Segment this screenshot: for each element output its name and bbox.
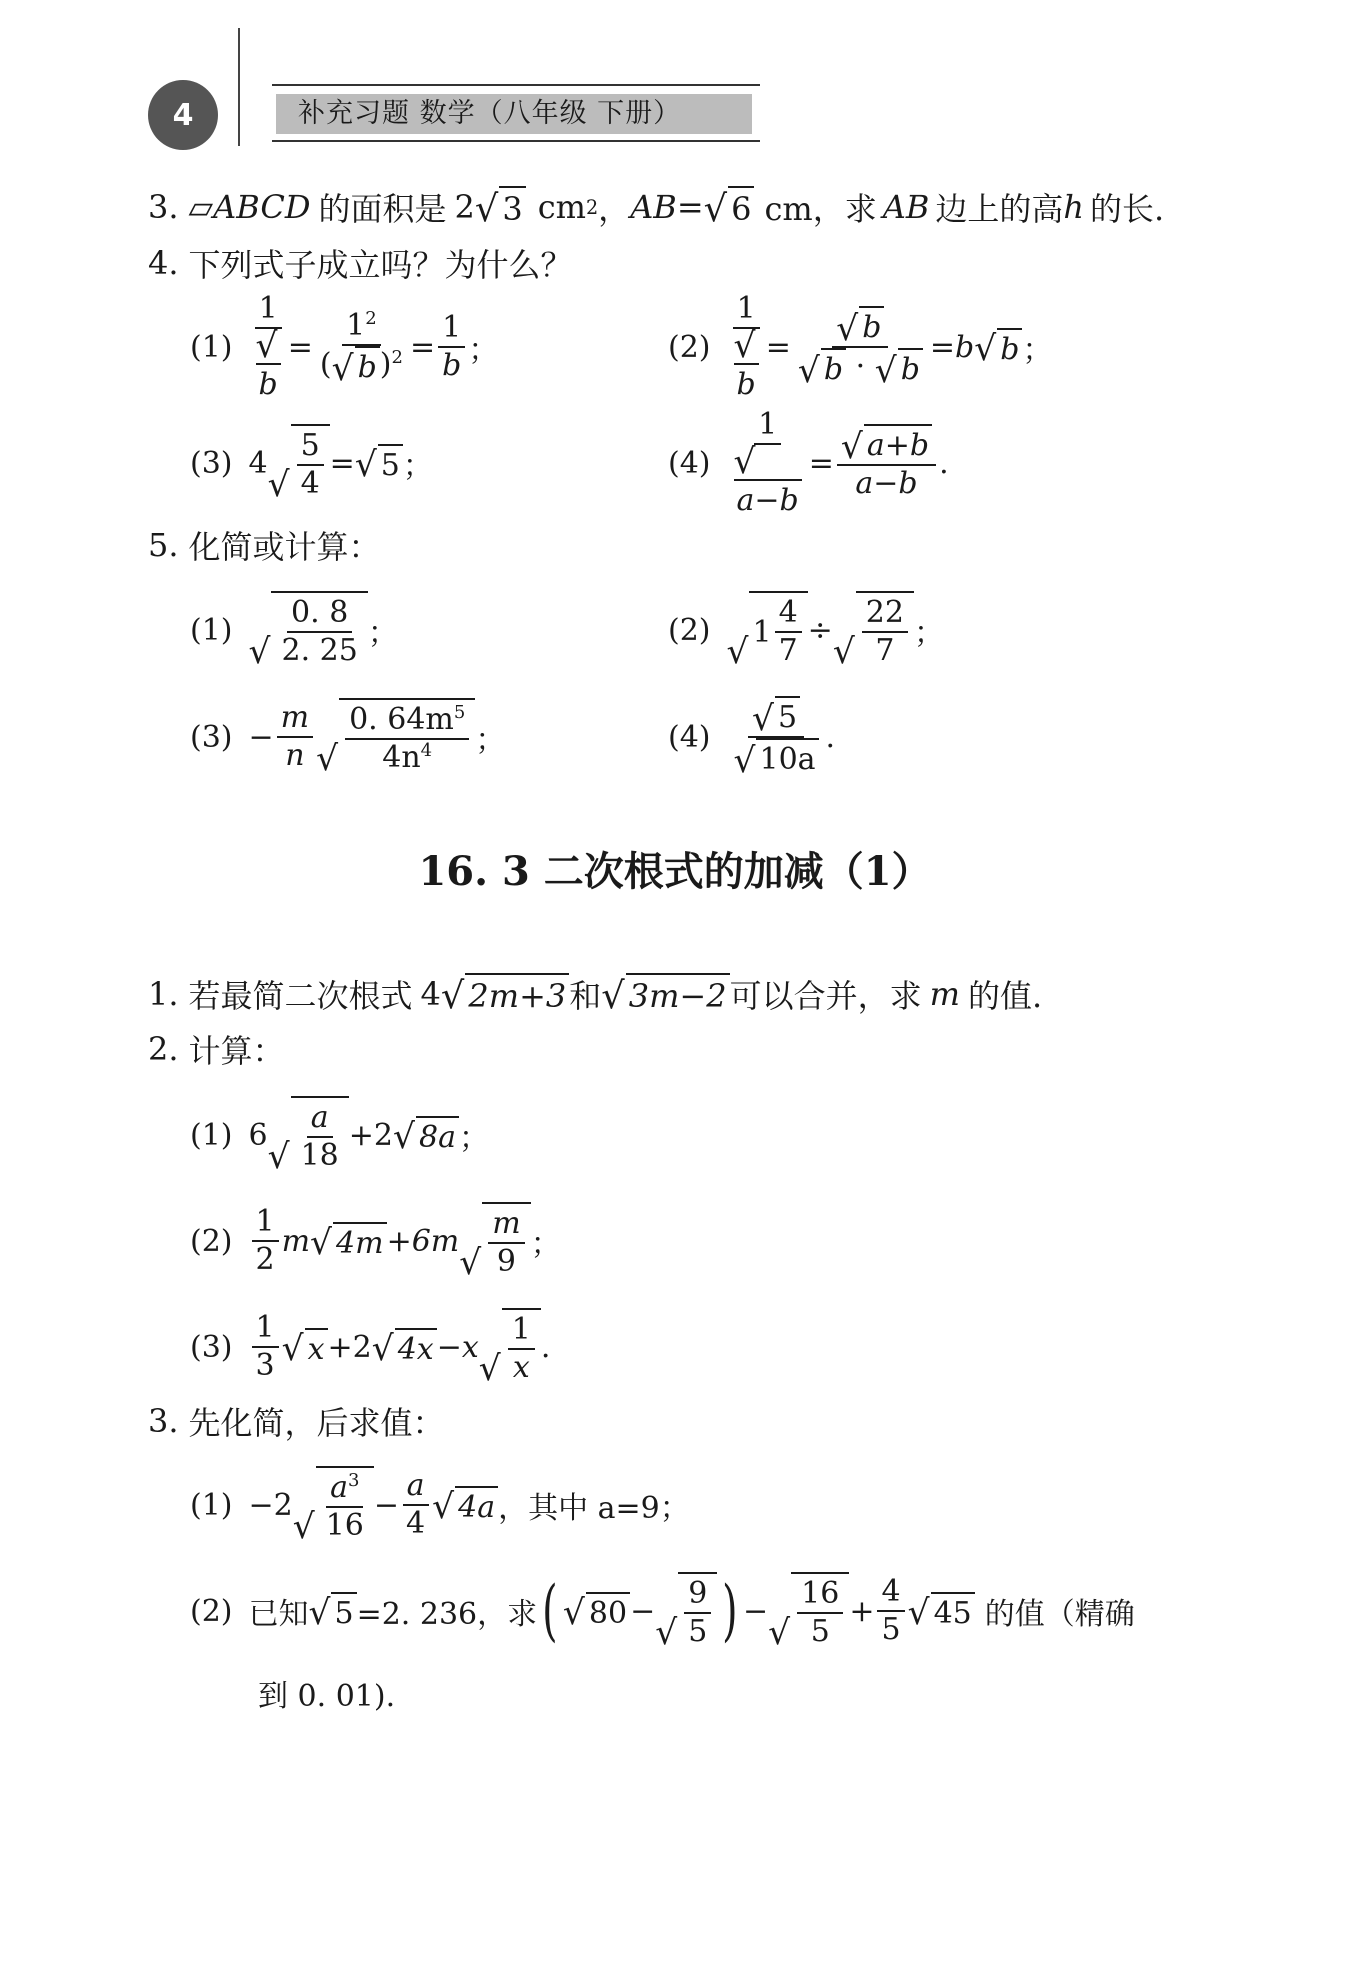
sqrt: √ b	[974, 328, 1022, 367]
punctuation: .	[540, 1329, 551, 1365]
text: 的值（精确	[984, 1597, 1135, 1632]
punctuation: .	[939, 445, 949, 481]
numerator: a	[330, 1470, 349, 1505]
question-4	[148, 236, 573, 290]
radicand: 4m	[333, 1222, 387, 1261]
denominator: a−b	[855, 466, 918, 501]
radicand: 3	[499, 186, 525, 228]
part-label: (3)	[190, 1329, 233, 1365]
fraction	[508, 1312, 535, 1386]
variable: h	[1063, 188, 1084, 226]
sqrt: √ $\frac{m}{9}$	[459, 1202, 530, 1280]
fraction	[862, 595, 908, 669]
q4-part-3	[190, 418, 433, 508]
radicand: 4a	[455, 1486, 498, 1525]
numerator: 1	[438, 310, 465, 348]
sqrt: √ 8a	[393, 1116, 459, 1155]
radicand: 4x	[395, 1328, 437, 1367]
sqrt: √ 4a	[432, 1486, 498, 1525]
sqrt: √ 80	[563, 1592, 630, 1631]
sqrt: √ $\frac{a}{18}$	[268, 1096, 349, 1174]
s2-q2-part-1	[190, 1090, 489, 1180]
sqrt: √ b	[252, 329, 285, 404]
dot-operator: ·	[855, 349, 866, 384]
sqrt: √ $\frac{5}{4}$	[268, 424, 330, 502]
fraction	[488, 1206, 524, 1280]
sqrt: √ 5	[355, 444, 403, 483]
text: ，	[598, 190, 631, 228]
parallelogram-label: ▱ABCD	[188, 188, 311, 226]
part-label: (2)	[668, 329, 711, 365]
question-number: 1.	[148, 975, 179, 1013]
section-title: 16. 3 二次根式的加减（1）	[418, 848, 932, 895]
radicand: 10a	[756, 738, 818, 778]
punctuation: .	[825, 719, 836, 755]
q5-part-3	[190, 692, 505, 782]
fraction	[252, 291, 285, 404]
sqrt: √ 3	[475, 186, 526, 228]
punctuation: ；	[367, 616, 398, 651]
sqrt: √ 2m+3	[441, 973, 569, 1015]
expression: +2	[348, 1117, 393, 1153]
text: 的长.	[1089, 190, 1165, 228]
denominator: 9	[496, 1244, 516, 1279]
radicand: 5	[775, 696, 800, 736]
part-label: (2)	[190, 1593, 233, 1629]
radicand: 5	[378, 444, 403, 483]
radicand: 2m+3	[465, 973, 569, 1015]
page-number-badge: 4	[148, 80, 218, 150]
sqrt: √ $\frac{9}{5}$	[655, 1572, 717, 1650]
numerator: 1	[508, 1312, 535, 1350]
question-number: 3.	[148, 1402, 179, 1440]
numerator: 1	[255, 291, 282, 329]
sqrt: √ $\frac{22}{7}$	[833, 591, 914, 669]
equals: =	[329, 445, 355, 481]
radicand: b	[256, 363, 281, 403]
fraction	[277, 700, 313, 774]
minus-sign: −	[743, 1593, 769, 1629]
expression: =b	[929, 329, 975, 365]
radicand: 3m−2	[626, 973, 730, 1015]
header-bottom-rule	[272, 140, 760, 142]
sqrt: √ 4x	[372, 1328, 437, 1367]
sqrt: √ a−b	[730, 445, 806, 520]
question-number: 5.	[148, 526, 179, 564]
denominator: 5	[688, 1614, 708, 1649]
denominator: 2. 25	[281, 633, 358, 668]
sqrt: √ $\frac{0. 64m^5}{4n^4}$	[316, 698, 475, 776]
denominator: 7	[778, 633, 798, 668]
numerator: 1	[252, 1310, 279, 1348]
fraction	[730, 407, 806, 520]
numerator: 0. 64m	[349, 702, 454, 737]
s2-q3-part-1	[190, 1460, 690, 1550]
numerator: 1	[252, 1204, 279, 1242]
divide-operator: ÷	[807, 612, 833, 648]
radicand: 6	[728, 186, 754, 228]
punctuation: ；	[458, 1121, 489, 1156]
fraction	[797, 1576, 843, 1650]
fraction	[297, 1100, 343, 1174]
numerator: 4	[775, 595, 802, 633]
sqrt: √ a+b	[841, 424, 932, 464]
numerator: 16	[797, 1576, 843, 1614]
header-top-rule	[272, 84, 760, 86]
numerator: 5	[297, 428, 324, 466]
fraction	[837, 424, 936, 502]
fraction	[277, 595, 361, 669]
sqrt: √ b	[332, 346, 380, 386]
punctuation: ；	[530, 1227, 561, 1262]
part-label: (4)	[668, 445, 711, 481]
s2-q2-part-2	[190, 1196, 561, 1286]
q5-part-2	[668, 585, 944, 675]
s2-question-3	[148, 1394, 445, 1448]
punctuation: ；	[402, 449, 433, 484]
radicand: b	[859, 306, 884, 346]
sqrt: √ $\frac{1}{x}$	[479, 1308, 541, 1386]
radicand: 5	[331, 1592, 356, 1631]
text: ，其中 a=9；	[498, 1491, 690, 1526]
minus-sign: −	[248, 719, 274, 755]
question-number: 4.	[148, 244, 179, 282]
question-text: 下列式子成立吗？为什么？	[188, 246, 573, 284]
denominator: 5	[881, 1612, 901, 1647]
segment-label: AB	[882, 188, 930, 226]
radicand: a+b	[864, 424, 932, 464]
part-label: (1)	[190, 329, 233, 365]
numerator: 0. 8	[287, 595, 352, 633]
expression: −x	[436, 1329, 479, 1365]
fraction	[730, 696, 823, 781]
text: 的值.	[967, 977, 1043, 1015]
part-label: (2)	[190, 1223, 233, 1259]
text: cm，求	[764, 190, 877, 228]
punctuation: ；	[913, 616, 944, 651]
numerator: 22	[862, 595, 908, 633]
fraction	[877, 1574, 904, 1648]
part-label: (1)	[190, 612, 233, 648]
denominator: n	[285, 738, 305, 773]
question-3: 3. ▱ABCD 的面积是 2 √ 3 cm 2 ， AB = √ 6 cm，求 AB 边上的高 h 的长.	[148, 180, 1164, 234]
sqrt: √ 3m−2	[601, 973, 729, 1015]
sqrt: √ 45	[908, 1592, 975, 1631]
fraction	[402, 1468, 429, 1542]
sqrt: √ 6	[704, 186, 755, 228]
part-label: (4)	[668, 719, 711, 755]
s2-question-2	[148, 1022, 285, 1076]
question-number: 2.	[148, 1030, 179, 1068]
fraction	[775, 595, 802, 669]
variable: m	[281, 1223, 311, 1259]
sqrt: √ 5	[309, 1592, 357, 1631]
numerator: m	[277, 700, 313, 738]
text: 的面积是	[318, 190, 447, 228]
fraction	[252, 1204, 279, 1278]
text: 边上的高	[935, 190, 1064, 228]
fraction	[438, 310, 465, 384]
q4-part-2: (2) 1 √ b = √ b √ b · √ b =b √ b ；	[668, 290, 1053, 403]
radicand: 8a	[416, 1116, 459, 1155]
numerator: a	[403, 1468, 429, 1506]
part-label: (2)	[668, 612, 711, 648]
header-title: 补充习题 数学（八年级 下册）	[276, 94, 752, 134]
question-number: 3.	[148, 188, 179, 226]
part-label: (3)	[190, 719, 233, 755]
radicand: 45	[931, 1592, 975, 1631]
minus-sign: −	[630, 1593, 656, 1629]
denominator: 3	[255, 1348, 275, 1383]
sqrt: √ 5	[752, 696, 800, 736]
fraction	[730, 291, 763, 404]
variable: m	[929, 975, 960, 1013]
s2-question-1	[148, 966, 1042, 1022]
q5-part-1	[190, 585, 398, 675]
punctuation: ；	[1022, 333, 1053, 368]
sqrt: √ $\frac{0. 8}{2. 25}$	[249, 591, 368, 669]
denominator: 18	[300, 1138, 339, 1173]
fraction	[252, 1310, 279, 1384]
radicand: x	[305, 1328, 328, 1367]
segment-label: AB	[630, 188, 677, 226]
text: 若最简二次根式	[188, 977, 413, 1015]
sqrt: √ $\frac{16}{5}$	[768, 1572, 849, 1650]
coefficient: 2	[454, 188, 475, 226]
s2-q3-part-2-cont	[258, 1666, 395, 1720]
minus-sign: −	[373, 1487, 400, 1523]
radicand: b	[355, 346, 380, 386]
q4-part-1: (1) 1 √ b = $1^2$ ( √ b )$^2$ = $\frac{1}{b}$ ；	[190, 290, 499, 403]
text: 到 0. 01).	[258, 1679, 396, 1714]
coefficient: −2	[248, 1487, 293, 1523]
question-text: 化简或计算：	[188, 528, 381, 566]
expression: +6m	[386, 1223, 460, 1259]
radicand: b	[734, 363, 759, 403]
fraction: √ b √ b · √ b	[794, 306, 927, 388]
part-label: (1)	[190, 1117, 233, 1153]
denominator: 4	[406, 1506, 426, 1541]
coefficient: 6	[248, 1117, 268, 1153]
sqrt: √ b	[730, 329, 763, 404]
part-label: (1)	[190, 1487, 233, 1523]
punctuation: ；	[468, 333, 499, 368]
numerator: 9	[684, 1576, 711, 1614]
fraction: $\frac{0. 64m^5}{4n^4}$	[345, 702, 469, 776]
radicand: 80	[586, 1592, 630, 1631]
denominator: 4n	[382, 740, 421, 775]
punctuation: ；	[475, 723, 506, 758]
numerator: a	[307, 1100, 333, 1138]
text: =2. 236，求	[356, 1597, 538, 1632]
denominator: b	[442, 348, 462, 383]
numerator: 4	[877, 1574, 904, 1612]
denominator: 7	[875, 633, 895, 668]
equals: =	[676, 188, 704, 226]
sqrt: √ 1 $\frac{4}{7}$	[727, 591, 808, 669]
denominator: 2	[255, 1242, 275, 1277]
sqrt: √ x	[282, 1328, 328, 1367]
plus-sign: +	[849, 1593, 875, 1629]
part-label: (3)	[190, 445, 233, 481]
coefficient: 4	[248, 445, 268, 481]
numerator: 1	[346, 308, 366, 343]
header-vertical-rule	[238, 28, 240, 146]
fraction	[297, 428, 324, 502]
numerator: 1	[733, 291, 760, 329]
denominator: 4	[300, 466, 320, 501]
fraction	[684, 1576, 711, 1650]
denominator: 16	[325, 1508, 364, 1543]
denominator: 5	[810, 1614, 830, 1649]
radicand: b	[997, 328, 1022, 367]
fraction: $\frac{a^3}{16}$	[322, 1470, 368, 1544]
sqrt: √ 4m	[310, 1222, 387, 1261]
denominator: x	[512, 1350, 530, 1385]
text: 和	[569, 977, 602, 1015]
q5-part-4	[668, 692, 835, 782]
s2-q3-part-2: (2) 已知 √ 5 =2. 236，求 ( √ 80 − √ $\frac{9}{5}$ ) − √ $\frac{16}{5}$ + $\frac{4}{5}$ √ 45 的值（精确	[190, 1572, 1135, 1653]
q4-part-4: (4) 1 √ a−b = √ a+b a−b .	[668, 406, 949, 519]
question-5	[148, 518, 381, 572]
sqrt: √ b	[836, 306, 884, 346]
coefficient: 4	[420, 975, 441, 1013]
fraction: $1^2$ ( √ b )$^2$	[319, 308, 403, 389]
unit: cm	[537, 188, 586, 226]
sqrt: √ 10a	[734, 738, 819, 778]
text: 已知	[248, 1597, 309, 1632]
numerator: m	[488, 1206, 524, 1244]
text: 可以合并，求	[729, 977, 922, 1015]
numerator: 1	[754, 407, 781, 445]
whole-part: 1	[752, 614, 772, 650]
s2-q2-part-3	[190, 1302, 550, 1392]
sqrt: √ $\frac{a^3}{16}$	[293, 1466, 374, 1544]
question-text: 计算：	[188, 1032, 285, 1070]
question-text: 先化简，后求值：	[188, 1404, 445, 1442]
expression: +2	[327, 1329, 372, 1365]
radicand: a−b	[734, 479, 802, 519]
